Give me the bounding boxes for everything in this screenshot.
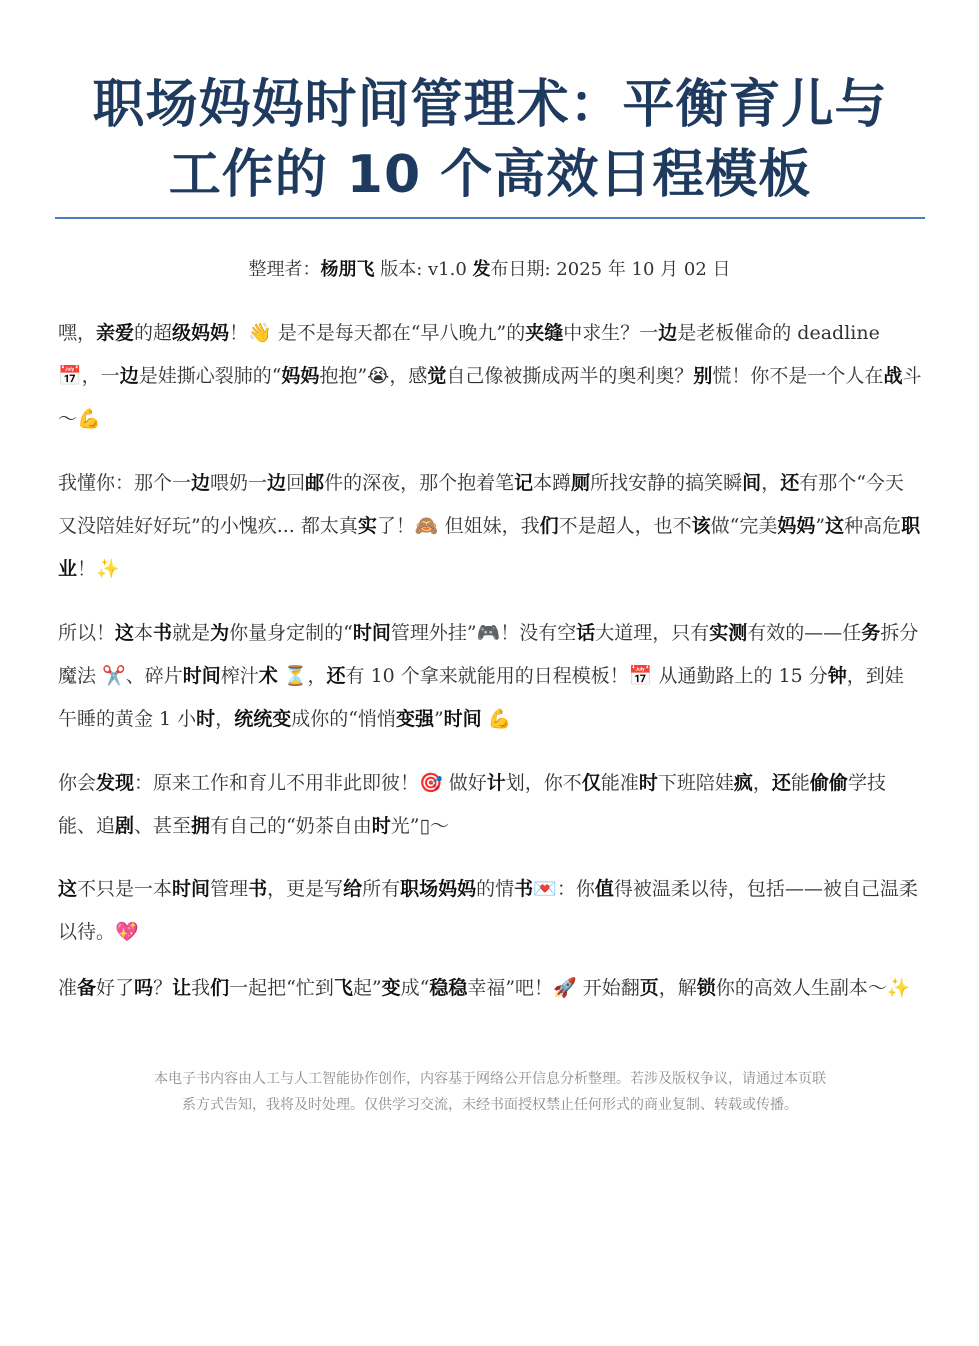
body-text: 起” — [352, 977, 382, 999]
publish-date: 布日期: 2025 年 10 月 02 日 — [490, 259, 731, 280]
body-text: 的情 — [476, 878, 515, 900]
emphasis-text: 让 — [172, 977, 192, 999]
publish-label-bold: 发 — [472, 259, 491, 280]
emphasis-text: 职场妈妈 — [400, 878, 477, 900]
emphasis-text: 夹缝 — [525, 322, 564, 344]
emphasis-text: 边 — [191, 472, 211, 494]
body-text: ， — [761, 472, 781, 494]
emphasis-text: 书 — [153, 622, 173, 644]
emphasis-text: 级妈妈 — [172, 322, 230, 344]
body-text: 不是超人，也不 — [558, 515, 692, 537]
emphasis-text: 变 — [381, 977, 401, 999]
emphasis-text: 锁 — [696, 977, 716, 999]
body-text: 的超 — [134, 322, 173, 344]
body-text: 做“完美 — [710, 515, 778, 537]
emoji-icon: ✂️ — [102, 665, 126, 687]
emoji-icon: 💌 — [533, 878, 557, 900]
title-line-1: 职场妈妈时间管理术：平衡育儿与 — [92, 75, 888, 135]
emphasis-text: 邮 — [305, 472, 325, 494]
body-text: 做好 — [442, 772, 487, 794]
emphasis-text: 边 — [658, 322, 678, 344]
emoji-icon: ⏳ — [283, 665, 308, 687]
body-text: 管理外挂” — [390, 622, 477, 644]
footer-line-2: 系方式告知，我将及时处理。仅供学习交流，未经书面授权禁止任何形式的商业复制、转载或传播。 — [182, 1097, 798, 1113]
body-text: 好了 — [96, 977, 135, 999]
body-text: 本 — [134, 622, 154, 644]
emphasis-text: 时 — [371, 815, 391, 837]
body-text: 件的深夜，那个抱着笔 — [324, 472, 515, 494]
emoji-icon: 🚀 — [553, 977, 577, 999]
body-text: ：原来工作和育儿不用非此即彼！ — [134, 772, 420, 794]
body-text: 开始翻 — [576, 977, 640, 999]
emphasis-text: 这 — [58, 878, 78, 900]
emphasis-text: 稳稳 — [429, 977, 468, 999]
body-text: ～ — [429, 815, 449, 837]
emphasis-text: 还 — [771, 772, 791, 794]
document-meta — [0, 256, 979, 284]
body-text: 下班陪娃 — [657, 772, 734, 794]
body-text: 一起把“忙到 — [229, 977, 334, 999]
body-text: 光” — [390, 815, 420, 837]
emoji-icon: 🎮 — [476, 622, 501, 644]
paragraph-2 — [58, 462, 922, 591]
emoji-icon: 📅 — [628, 665, 653, 687]
emphasis-text: 为 — [210, 622, 230, 644]
emphasis-text: 吗 — [134, 977, 154, 999]
emoji-icon: 💪 — [487, 708, 512, 730]
body-text: ， — [307, 665, 327, 687]
emoji-icon: ▯ — [419, 815, 430, 837]
body-text: 了！ — [376, 515, 415, 537]
emphasis-text: 页 — [639, 977, 659, 999]
emphasis-text: 务 — [861, 622, 881, 644]
emphasis-text: 亲爱 — [96, 322, 135, 344]
body-text: ， — [752, 772, 772, 794]
body-text: 你量身定制的“ — [229, 622, 353, 644]
body-text: 就是 — [172, 622, 211, 644]
emoji-icon: ✨ — [96, 558, 120, 580]
emoji-icon: 💪 — [77, 408, 101, 430]
emphasis-text: 职业 — [58, 515, 921, 580]
body-text: 是娃撕心裂肺的“ — [138, 365, 282, 387]
emphasis-text: 统统变 — [234, 708, 292, 730]
paragraph-6 — [58, 967, 922, 1010]
emphasis-text: 发现 — [96, 772, 135, 794]
emoji-icon: 😭 — [367, 365, 390, 387]
page-title — [58, 70, 922, 210]
body-text: 有自己的“奶茶自由 — [210, 815, 372, 837]
emphasis-text: 别 — [693, 365, 713, 387]
body-text: 成“ — [400, 977, 430, 999]
body-text: 有效的——任 — [747, 622, 862, 644]
emphasis-text: 觉 — [427, 365, 447, 387]
body-text: ” — [433, 708, 444, 730]
emoji-icon: 👋 — [248, 322, 272, 344]
body-text: 准 — [58, 977, 78, 999]
emphasis-text: 们 — [539, 515, 559, 537]
editor-label: 整理者： — [248, 259, 321, 280]
body-text: 管理 — [210, 878, 249, 900]
paragraph-4 — [58, 762, 922, 848]
body-text: 划，你不 — [505, 772, 582, 794]
emphasis-text: 拥 — [191, 815, 211, 837]
body-text: 学技能、追 — [58, 772, 886, 837]
emphasis-text: 该 — [691, 515, 711, 537]
body-text: 我懂你：那个一 — [58, 472, 192, 494]
emphasis-text: 间 — [742, 472, 762, 494]
body-text: 成你的“悄悄 — [291, 708, 396, 730]
emphasis-text: 妈妈 — [281, 365, 320, 387]
body-text: ， — [215, 708, 235, 730]
body-text: 种高危 — [844, 515, 902, 537]
emphasis-text: 战 — [883, 365, 903, 387]
paragraph-5 — [58, 868, 922, 954]
emphasis-text: 备 — [77, 977, 97, 999]
emoji-icon: ✨ — [886, 977, 911, 999]
emphasis-text: 时间 — [352, 622, 391, 644]
body-text: 所找安静的搞笑瞬 — [590, 472, 743, 494]
body-text: 但姐妹，我 — [438, 515, 540, 537]
body-text: ：你 — [556, 878, 595, 900]
body-text: ，解 — [658, 977, 697, 999]
emphasis-text: 还 — [780, 472, 800, 494]
paragraph-3 — [58, 612, 922, 741]
body-text: 喂奶一 — [210, 472, 268, 494]
body-text: 嘿， — [58, 322, 97, 344]
body-text: ” — [815, 515, 826, 537]
emphasis-text: 仅 — [581, 772, 601, 794]
body-text: 斗～ — [58, 365, 922, 430]
title-line-2: 工作的 10 个高效日程模板 — [168, 145, 812, 205]
body-text: 是老板催命的 deadline — [677, 322, 880, 344]
body-text: 得被温柔以待，包括——被自己温柔以待。 — [58, 878, 918, 943]
body-text: ，更是写 — [267, 878, 344, 900]
body-text: 、碎片 — [125, 665, 183, 687]
body-text: 所以！ — [58, 622, 116, 644]
emphasis-text: 这 — [825, 515, 845, 537]
emphasis-text: 剧 — [115, 815, 135, 837]
emphasis-text: 飞 — [333, 977, 353, 999]
emphasis-text: 记 — [514, 472, 534, 494]
emphasis-text: 话 — [576, 622, 596, 644]
body-text: 、甚至 — [134, 815, 192, 837]
body-text: ！没有空 — [500, 622, 577, 644]
emphasis-text: 实 — [357, 515, 377, 537]
body-text: 幸福”吧！ — [467, 977, 554, 999]
emoji-icon: 💖 — [115, 921, 139, 943]
emphasis-text: 偷偷 — [809, 772, 848, 794]
emphasis-text: 钟 — [827, 665, 847, 687]
emphasis-text: 变强 — [395, 708, 434, 730]
body-text: 有那个“今天又没陪娃好好玩”的小愧疚... 都太真 — [58, 472, 904, 537]
emphasis-text: 时 — [196, 708, 216, 730]
body-text: 榨汁 — [220, 665, 259, 687]
title-divider — [55, 217, 925, 219]
copyright-notice — [58, 1066, 922, 1118]
emphasis-text: 时间 — [443, 708, 482, 730]
emoji-icon: 🙈 — [414, 515, 439, 537]
footer-line-1: 本电子书内容由人工与人工智能协作创作，内容基于网络公开信息分析整理。若涉及版权争议，请通过本页联 — [154, 1071, 826, 1087]
version-label: 版本: v1.0 — [374, 259, 473, 280]
body-text: 拆分魔法 — [58, 622, 919, 687]
emphasis-text: 计 — [486, 772, 506, 794]
emphasis-text: 厕 — [571, 472, 591, 494]
body-text: 你会 — [58, 772, 97, 794]
body-text: 从通勤路上的 15 分 — [652, 665, 828, 687]
emphasis-text: 时 — [638, 772, 658, 794]
emphasis-text: 给 — [343, 878, 363, 900]
emphasis-text: 妈妈 — [777, 515, 816, 537]
body-text: ，感 — [389, 365, 428, 387]
emphasis-text: 时间 — [182, 665, 221, 687]
body-text: 本蹲 — [533, 472, 572, 494]
body-text: 抱抱” — [319, 365, 368, 387]
body-text: 不只是一本 — [77, 878, 173, 900]
body-text: 能准 — [600, 772, 639, 794]
paragraph-1 — [58, 312, 922, 441]
body-text: 能 — [790, 772, 810, 794]
body-text: 慌！你不是一个人在 — [712, 365, 884, 387]
emoji-icon: 🎯 — [419, 772, 443, 794]
body-text: 自己像被撕成两半的奥利奥？ — [446, 365, 694, 387]
body-text: 是不是每天都在“早八晚九”的 — [271, 322, 526, 344]
document-page — [58, 0, 922, 210]
emphasis-text: 书 — [514, 878, 534, 900]
emphasis-text: 疯 — [733, 772, 753, 794]
emphasis-text: 还 — [326, 665, 346, 687]
body-text: 有 10 个拿来就能用的日程模板！ — [345, 665, 629, 687]
emphasis-text: 实测 — [709, 622, 748, 644]
body-text: 所有 — [362, 878, 401, 900]
emphasis-text: 边 — [267, 472, 287, 494]
body-text: 回 — [286, 472, 306, 494]
editor-name: 杨朋飞 — [320, 259, 375, 280]
body-text: 我 — [191, 977, 211, 999]
body-text: ！ — [77, 558, 97, 580]
emphasis-text: 术 — [258, 665, 278, 687]
emphasis-text: 边 — [119, 365, 139, 387]
emphasis-text: 书 — [248, 878, 268, 900]
body-text: ！ — [229, 322, 249, 344]
body-text: ？ — [153, 977, 173, 999]
emphasis-text: 时间 — [172, 878, 211, 900]
body-text: 中求生？一 — [563, 322, 659, 344]
emphasis-text: 们 — [210, 977, 230, 999]
emoji-icon: 📅 — [58, 365, 82, 387]
body-text: 你的高效人生副本～ — [715, 977, 887, 999]
body-text: 大道理，只有 — [595, 622, 710, 644]
body-text: ，到娃午睡的黄金 1 小 — [58, 665, 904, 730]
body-text: ，一 — [81, 365, 120, 387]
emphasis-text: 值 — [594, 878, 614, 900]
emphasis-text: 这 — [115, 622, 135, 644]
